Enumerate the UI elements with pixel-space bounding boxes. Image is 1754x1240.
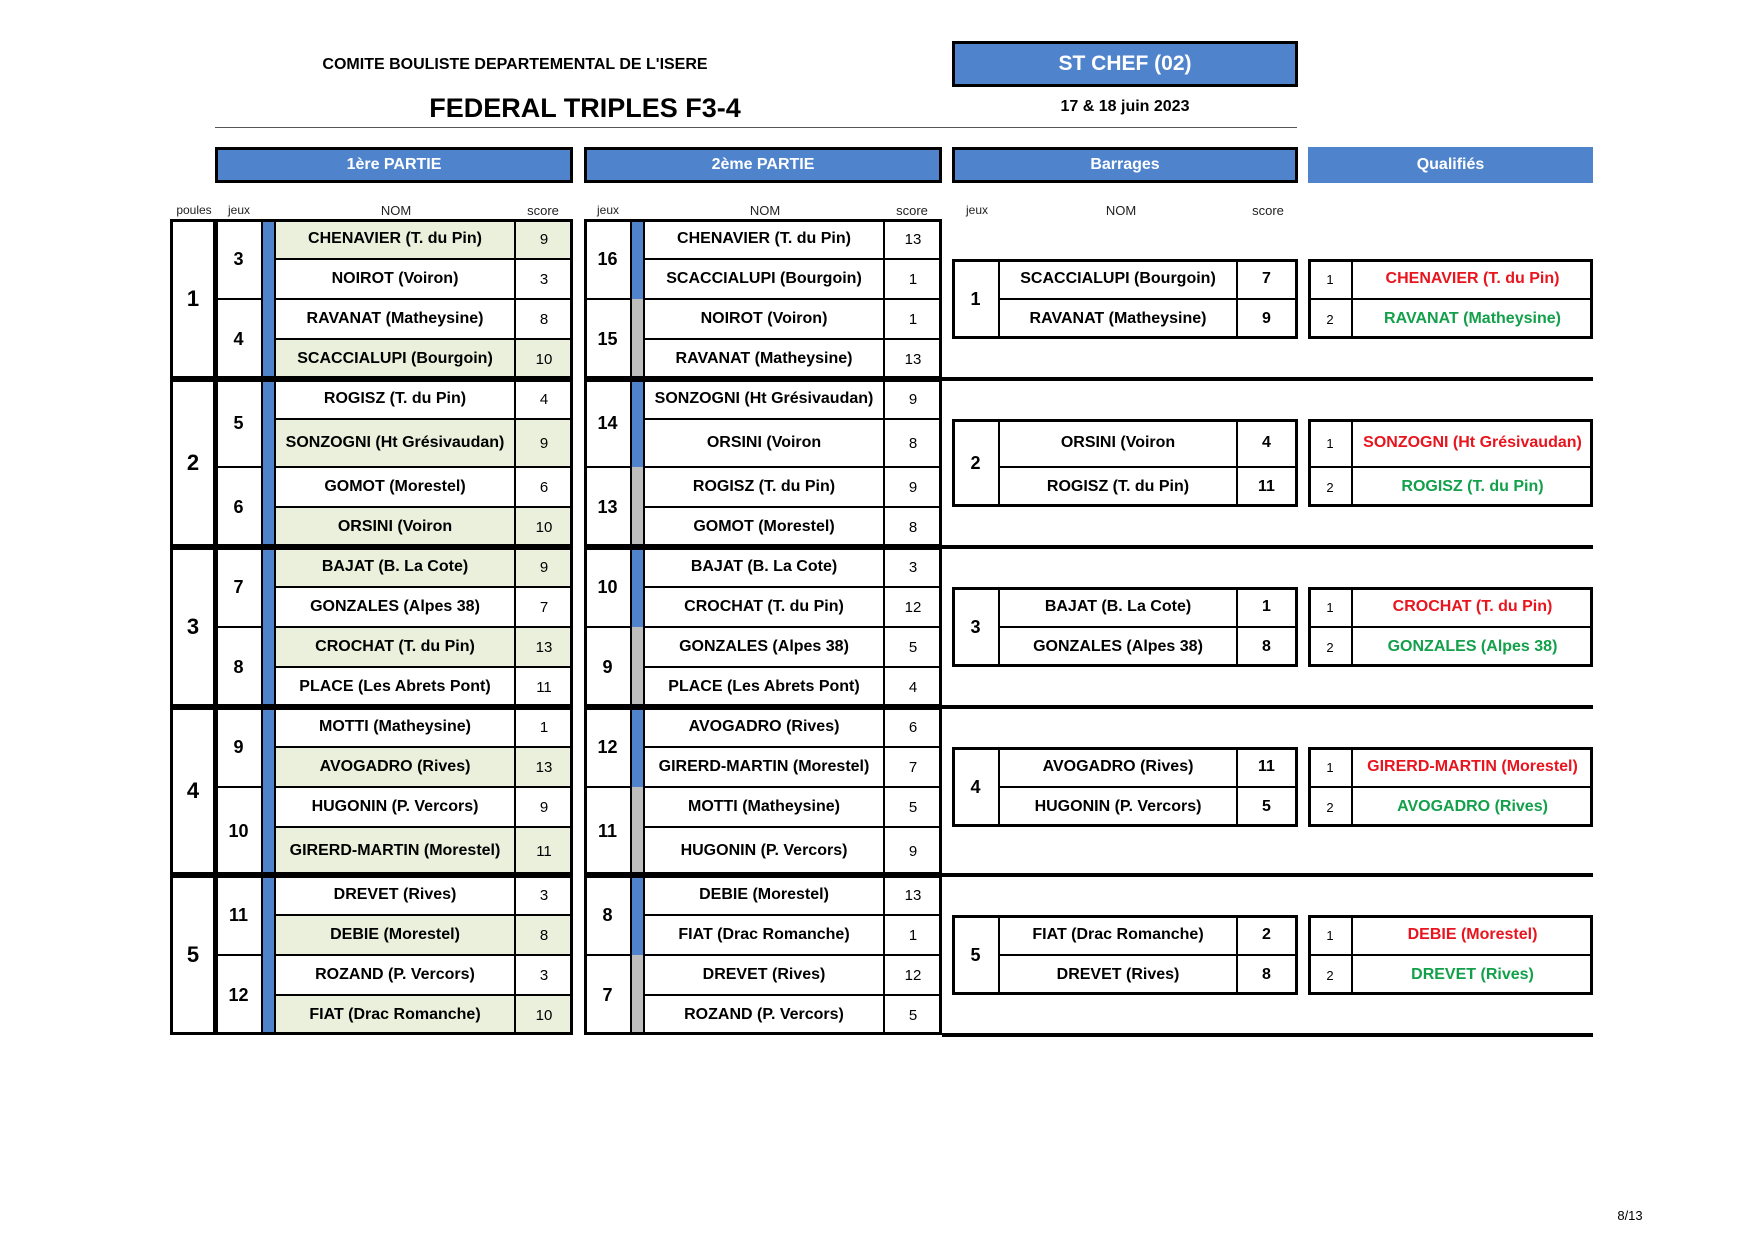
qualified-rank: 2: [1308, 787, 1352, 827]
team-name: HUGONIN (P. Vercors): [275, 787, 515, 827]
team-score: 4: [884, 667, 942, 707]
header-divider: [215, 127, 1297, 128]
team-score: 3: [515, 955, 573, 995]
barrage-team-score: 11: [1237, 747, 1296, 787]
winner-marker-bar: [262, 219, 275, 299]
match-jeu-number: 7: [584, 955, 631, 1035]
match-jeu-number: 3: [215, 219, 262, 299]
poule-separator: [942, 705, 1593, 709]
team-name: AVOGADRO (Rives): [275, 747, 515, 787]
team-score: 11: [515, 667, 573, 707]
team-score: 13: [515, 747, 573, 787]
barrage-team-score: 11: [1237, 467, 1296, 507]
team-score: 3: [515, 259, 573, 299]
match-jeu-number: 7: [215, 547, 262, 627]
team-score: 13: [884, 219, 942, 259]
match-jeu-number: 8: [584, 875, 631, 955]
team-name: ROGISZ (T. du Pin): [275, 379, 515, 419]
poule-number: 2: [170, 379, 216, 547]
qualified-rank: 2: [1308, 627, 1352, 667]
team-name: NOIROT (Voiron): [275, 259, 515, 299]
team-name: DEBIE (Morestel): [644, 875, 884, 915]
match-marker-bar: [631, 379, 644, 467]
team-score: 8: [884, 507, 942, 547]
qualified-team-name: RAVANAT (Matheysine): [1352, 299, 1593, 339]
qualified-rank: 1: [1308, 419, 1352, 467]
team-score: 6: [884, 707, 942, 747]
winner-marker-bar: [262, 787, 275, 875]
match-jeu-number: 5: [215, 379, 262, 467]
qualified-rank: 2: [1308, 467, 1352, 507]
column-header-jeux: jeux: [596, 203, 619, 217]
team-name: GONZALES (Alpes 38): [644, 627, 884, 667]
column-header-score: score: [896, 202, 928, 218]
team-name: MOTTI (Matheysine): [644, 787, 884, 827]
barrage-team-name: AVOGADRO (Rives): [999, 747, 1237, 787]
team-score: 10: [515, 339, 573, 379]
team-score: 12: [884, 587, 942, 627]
qualified-team-name: DREVET (Rives): [1352, 955, 1593, 995]
team-name: CHENAVIER (T. du Pin): [275, 219, 515, 259]
match-jeu-number: 11: [215, 875, 262, 955]
team-score: 8: [515, 299, 573, 339]
page-number: 8/13: [1617, 1207, 1643, 1223]
barrage-team-name: ORSINI (Voiron: [999, 419, 1237, 467]
match-jeu-number: 4: [215, 299, 262, 379]
match-jeu-number: 9: [215, 707, 262, 787]
section-header-qualifies: Qualifiés: [1308, 147, 1593, 183]
team-name: CROCHAT (T. du Pin): [644, 587, 884, 627]
qualified-rank: 1: [1308, 915, 1352, 955]
team-name: ROGISZ (T. du Pin): [644, 467, 884, 507]
team-name: DREVET (Rives): [644, 955, 884, 995]
barrage-team-name: ROGISZ (T. du Pin): [999, 467, 1237, 507]
team-score: 9: [515, 419, 573, 467]
team-name: ROZAND (P. Vercors): [644, 995, 884, 1035]
team-name: BAJAT (B. La Cote): [644, 547, 884, 587]
team-name: FIAT (Drac Romanche): [275, 995, 515, 1035]
team-score: 9: [884, 827, 942, 875]
team-score: 10: [515, 507, 573, 547]
match-jeu-number: 13: [584, 467, 631, 547]
team-score: 8: [884, 419, 942, 467]
winner-marker-bar: [262, 467, 275, 547]
team-score: 9: [515, 547, 573, 587]
column-header-jeux: jeux: [227, 203, 250, 217]
team-name: HUGONIN (P. Vercors): [644, 827, 884, 875]
column-header-nom: NOM: [749, 202, 781, 218]
barrage-jeu-number: 5: [952, 915, 999, 995]
match-marker-bar: [631, 299, 644, 379]
match-jeu-number: 11: [584, 787, 631, 875]
team-score: 7: [515, 587, 573, 627]
team-score: 9: [515, 219, 573, 259]
team-score: 9: [884, 467, 942, 507]
column-header-score: score: [527, 202, 559, 218]
poule-number: 3: [170, 547, 216, 707]
winner-marker-bar: [262, 547, 275, 627]
column-header-poules: poules: [176, 203, 212, 217]
barrage-team-score: 4: [1237, 419, 1296, 467]
team-name: SONZOGNI (Ht Grésivaudan): [275, 419, 515, 467]
team-name: PLACE (Les Abrets Pont): [644, 667, 884, 707]
team-score: 8: [515, 915, 573, 955]
match-jeu-number: 6: [215, 467, 262, 547]
barrage-team-name: DREVET (Rives): [999, 955, 1237, 995]
match-marker-bar: [631, 547, 644, 627]
match-jeu-number: 12: [215, 955, 262, 1035]
team-score: 5: [884, 787, 942, 827]
barrage-team-score: 8: [1237, 955, 1296, 995]
team-name: DREVET (Rives): [275, 875, 515, 915]
qualified-team-name: SONZOGNI (Ht Grésivaudan): [1352, 419, 1593, 467]
qualified-rank: 1: [1308, 259, 1352, 299]
team-score: 9: [884, 379, 942, 419]
column-header-nom: NOM: [380, 202, 412, 218]
match-marker-bar: [631, 219, 644, 299]
barrage-team-name: RAVANAT (Matheysine): [999, 299, 1237, 339]
team-score: 13: [884, 875, 942, 915]
match-marker-bar: [631, 955, 644, 1035]
team-score: 5: [884, 995, 942, 1035]
team-name: GIRERD-MARTIN (Morestel): [644, 747, 884, 787]
qualified-team-name: GIRERD-MARTIN (Morestel): [1352, 747, 1593, 787]
poule-separator: [942, 873, 1593, 877]
barrage-team-score: 1: [1237, 587, 1296, 627]
event-title: FEDERAL TRIPLES F3-4: [429, 92, 741, 123]
barrage-jeu-number: 1: [952, 259, 999, 339]
team-name: PLACE (Les Abrets Pont): [275, 667, 515, 707]
team-name: AVOGADRO (Rives): [644, 707, 884, 747]
poule-separator: [942, 1033, 1593, 1037]
team-score: 6: [515, 467, 573, 507]
qualified-team-name: AVOGADRO (Rives): [1352, 787, 1593, 827]
match-marker-bar: [631, 875, 644, 955]
barrage-team-score: 7: [1237, 259, 1296, 299]
column-header-score: score: [1252, 202, 1284, 218]
qualified-team-name: CHENAVIER (T. du Pin): [1352, 259, 1593, 299]
qualified-rank: 2: [1308, 299, 1352, 339]
section-header-partie2: 2ème PARTIE: [584, 147, 942, 183]
match-jeu-number: 12: [584, 707, 631, 787]
team-score: 3: [515, 875, 573, 915]
match-jeu-number: 10: [215, 787, 262, 875]
poule-number: 4: [170, 707, 216, 875]
winner-marker-bar: [262, 627, 275, 707]
match-jeu-number: 8: [215, 627, 262, 707]
barrage-team-score: 9: [1237, 299, 1296, 339]
barrage-team-name: SCACCIALUPI (Bourgoin): [999, 259, 1237, 299]
barrage-team-score: 2: [1237, 915, 1296, 955]
poule-separator: [942, 377, 1593, 381]
winner-marker-bar: [262, 875, 275, 955]
match-marker-bar: [631, 787, 644, 875]
team-score: 1: [884, 299, 942, 339]
qualified-rank: 1: [1308, 747, 1352, 787]
team-name: RAVANAT (Matheysine): [275, 299, 515, 339]
match-jeu-number: 15: [584, 299, 631, 379]
qualified-rank: 1: [1308, 587, 1352, 627]
team-name: MOTTI (Matheysine): [275, 707, 515, 747]
team-score: 1: [884, 915, 942, 955]
team-name: RAVANAT (Matheysine): [644, 339, 884, 379]
column-header-nom: NOM: [1105, 202, 1137, 218]
team-score: 13: [515, 627, 573, 667]
team-name: SCACCIALUPI (Bourgoin): [275, 339, 515, 379]
team-name: GIRERD-MARTIN (Morestel): [275, 827, 515, 875]
match-marker-bar: [631, 627, 644, 707]
qualified-team-name: ROGISZ (T. du Pin): [1352, 467, 1593, 507]
barrage-team-score: 5: [1237, 787, 1296, 827]
team-score: 13: [884, 339, 942, 379]
qualified-team-name: GONZALES (Alpes 38): [1352, 627, 1593, 667]
team-name: BAJAT (B. La Cote): [275, 547, 515, 587]
venue-banner: ST CHEF (02): [952, 41, 1298, 87]
section-header-partie1: 1ère PARTIE: [215, 147, 573, 183]
team-score: 10: [515, 995, 573, 1035]
team-score: 3: [884, 547, 942, 587]
winner-marker-bar: [262, 707, 275, 787]
barrage-team-score: 8: [1237, 627, 1296, 667]
team-score: 11: [515, 827, 573, 875]
winner-marker-bar: [262, 379, 275, 467]
team-name: GOMOT (Morestel): [644, 507, 884, 547]
match-jeu-number: 16: [584, 219, 631, 299]
winner-marker-bar: [262, 299, 275, 379]
barrage-team-name: BAJAT (B. La Cote): [999, 587, 1237, 627]
barrage-team-name: HUGONIN (P. Vercors): [999, 787, 1237, 827]
barrage-jeu-number: 4: [952, 747, 999, 827]
team-name: ROZAND (P. Vercors): [275, 955, 515, 995]
qualified-team-name: CROCHAT (T. du Pin): [1352, 587, 1593, 627]
column-header-jeux: jeux: [965, 203, 988, 217]
match-jeu-number: 9: [584, 627, 631, 707]
barrage-team-name: GONZALES (Alpes 38): [999, 627, 1237, 667]
barrage-jeu-number: 3: [952, 587, 999, 667]
qualified-team-name: DEBIE (Morestel): [1352, 915, 1593, 955]
team-name: ORSINI (Voiron: [275, 507, 515, 547]
team-score: 9: [515, 787, 573, 827]
event-dates: 17 & 18 juin 2023: [1060, 98, 1190, 115]
team-name: CHENAVIER (T. du Pin): [644, 219, 884, 259]
barrage-jeu-number: 2: [952, 419, 999, 507]
poule-separator: [942, 545, 1593, 549]
match-marker-bar: [631, 467, 644, 547]
team-score: 7: [884, 747, 942, 787]
team-name: ORSINI (Voiron: [644, 419, 884, 467]
team-name: DEBIE (Morestel): [275, 915, 515, 955]
team-name: GONZALES (Alpes 38): [275, 587, 515, 627]
team-score: 5: [884, 627, 942, 667]
match-jeu-number: 14: [584, 379, 631, 467]
section-header-barrages: Barrages: [952, 147, 1298, 183]
team-name: CROCHAT (T. du Pin): [275, 627, 515, 667]
team-score: 1: [515, 707, 573, 747]
qualified-rank: 2: [1308, 955, 1352, 995]
winner-marker-bar: [262, 955, 275, 1035]
team-name: GOMOT (Morestel): [275, 467, 515, 507]
organization-title: COMITE BOULISTE DEPARTEMENTAL DE L'ISERE: [322, 56, 708, 73]
team-name: SCACCIALUPI (Bourgoin): [644, 259, 884, 299]
barrage-team-name: FIAT (Drac Romanche): [999, 915, 1237, 955]
match-jeu-number: 10: [584, 547, 631, 627]
poule-number: 1: [170, 219, 216, 379]
team-score: 1: [884, 259, 942, 299]
match-marker-bar: [631, 707, 644, 787]
poule-number: 5: [170, 875, 216, 1035]
team-name: SONZOGNI (Ht Grésivaudan): [644, 379, 884, 419]
team-name: NOIROT (Voiron): [644, 299, 884, 339]
team-score: 12: [884, 955, 942, 995]
team-name: FIAT (Drac Romanche): [644, 915, 884, 955]
team-score: 4: [515, 379, 573, 419]
